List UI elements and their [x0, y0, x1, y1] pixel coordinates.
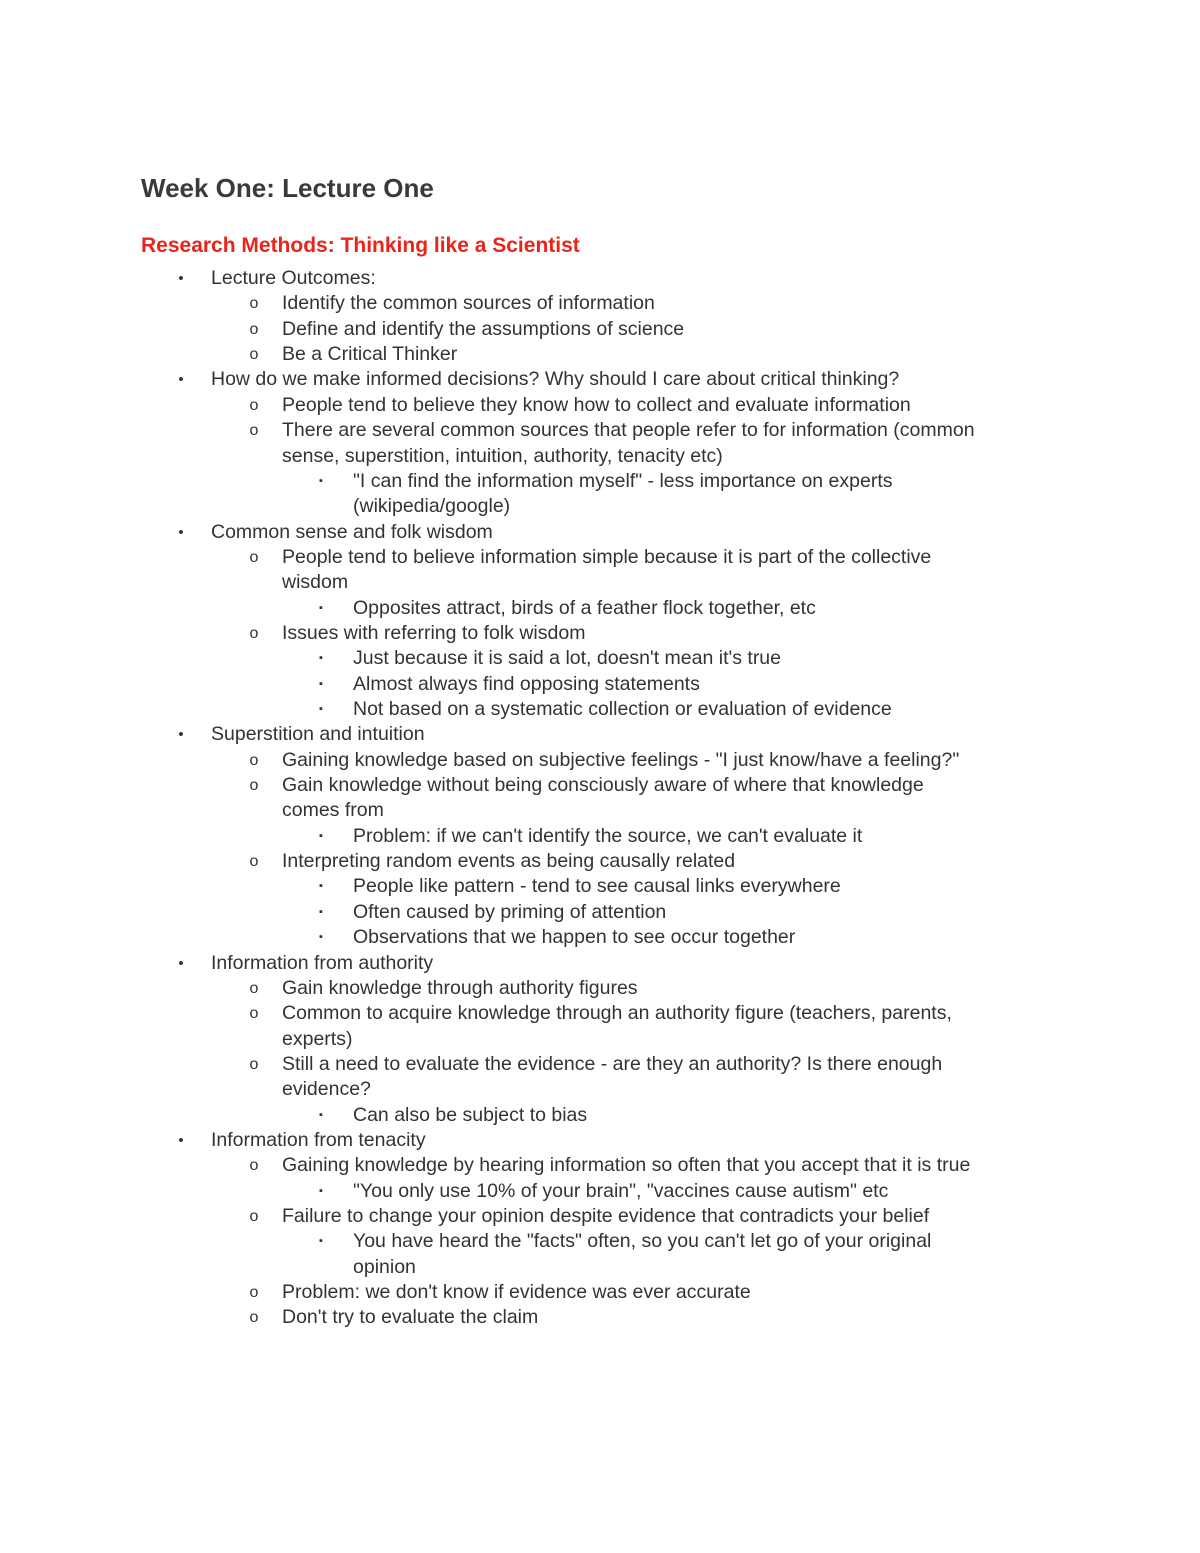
list-item-text: Gain knowledge through authority figures — [282, 976, 638, 999]
bullet-circle-icon: o — [249, 751, 259, 769]
bullet-circle-icon: o — [249, 1005, 259, 1023]
list-item-text: Gain knowledge without being consciously aware of where that knowledge — [282, 774, 924, 796]
list-item-text: wisdom — [282, 571, 349, 594]
list-item-text: evidence? — [282, 1078, 371, 1101]
list-item-text: Common sense and folk wisdom — [211, 520, 493, 543]
list-item-text: (wikipedia/google) — [353, 495, 511, 518]
bullet-square-icon: ▪ — [319, 931, 323, 944]
list-item-text: sense, superstition, intuition, authority, tenacity etc) — [282, 444, 723, 467]
list-item-text: People tend to believe information simple because it is part of the collective — [282, 545, 932, 568]
bullet-circle-icon: o — [249, 624, 259, 642]
list-item-text: Observations that we happen to see occur together — [353, 926, 796, 949]
bullet-circle-icon: o — [249, 777, 259, 794]
list-item-text: Common to acquire knowledge through an authority figure (teachers, parents, — [282, 1002, 952, 1025]
bullet-square-icon: ▪ — [319, 601, 323, 614]
list-item-text: Interpreting random events as being causally related — [282, 850, 736, 873]
bullet-circle-icon: o — [249, 346, 259, 364]
list-item-text: Information from tenacity — [211, 1128, 426, 1151]
bullet-circle-icon: o — [249, 1309, 259, 1327]
section-heading: Research Methods: Thinking like a Scientist — [141, 234, 580, 257]
list-item-text: Opposites attract, birds of a feather flock together, etc — [353, 596, 816, 619]
bullet-disc-icon: • — [178, 371, 184, 389]
bullet-circle-icon: o — [249, 1284, 259, 1301]
bullet-circle-icon: o — [249, 1055, 259, 1073]
bullet-circle-icon: o — [249, 853, 259, 871]
list-item-text: Don't try to evaluate the claim — [282, 1306, 539, 1329]
list-item-text: Not based on a systematic collection or evaluation of evidence — [353, 698, 892, 720]
list-item-text: Problem: we don't know if evidence was ever accurate — [282, 1281, 751, 1303]
list-item-text: Gaining knowledge based on subjective feelings - "I just know/have a feeling?" — [282, 748, 960, 771]
bullet-square-icon: ▪ — [319, 1184, 323, 1197]
list-item-text: Information from authority — [211, 951, 434, 974]
list-item-text: You have heard the "facts" often, so you can't let go of your original — [353, 1230, 932, 1253]
list-item-text: "You only use 10% of your brain", "vaccines cause autism" etc — [353, 1179, 889, 1202]
bullet-circle-icon: o — [249, 548, 259, 566]
list-item-text: Can also be subject to bias — [353, 1103, 588, 1126]
bullet-square-icon: ▪ — [319, 1108, 323, 1121]
list-item-text: There are several common sources that people refer to for information (common — [282, 419, 975, 442]
list-item-text: experts) — [282, 1027, 353, 1050]
bullet-disc-icon: • — [178, 954, 184, 972]
list-item-text: Almost always find opposing statements — [353, 672, 700, 695]
list-item-text: People tend to believe they know how to collect and evaluate information — [282, 393, 911, 416]
list-item-text: Superstition and intuition — [211, 723, 425, 746]
list-item-text: Gaining knowledge by hearing information so often that you accept that it is true — [282, 1154, 971, 1177]
list-item-text: Just because it is said a lot, doesn't mean it's true — [353, 647, 782, 670]
bullet-circle-icon: o — [249, 295, 259, 313]
bullet-disc-icon: • — [178, 523, 184, 541]
bullet-square-icon: ▪ — [319, 703, 323, 715]
bullet-disc-icon: • — [178, 270, 184, 287]
bullet-square-icon: ▪ — [319, 677, 323, 690]
list-item-text: Often caused by priming of attention — [353, 900, 667, 923]
list-item-text: "I can find the information myself" - less importance on experts — [353, 469, 893, 492]
list-item-text: Identify the common sources of information — [282, 292, 655, 315]
bullet-circle-icon: o — [249, 1157, 259, 1175]
list-item-text: Failure to change your opinion despite evidence that contradicts your belief — [282, 1205, 930, 1227]
bullet-disc-icon: • — [178, 726, 184, 744]
bullet-square-icon: ▪ — [319, 1235, 323, 1248]
bullet-square-icon: ▪ — [319, 905, 323, 918]
bullet-square-icon: ▪ — [319, 652, 323, 665]
bullet-circle-icon: o — [249, 422, 259, 440]
list-item-text: comes from — [282, 799, 384, 822]
bullet-square-icon: ▪ — [319, 880, 323, 893]
list-item-text: How do we make informed decisions? Why should I care about critical thinking? — [211, 368, 900, 391]
page-title: Week One: Lecture One — [141, 173, 434, 203]
bullet-circle-icon: o — [249, 396, 259, 414]
list-item-text: Lecture Outcomes: — [211, 267, 376, 289]
list-item-text: Problem: if we can't identify the source, we can't evaluate it — [353, 824, 863, 847]
list-item-text: Define and identify the assumptions of science — [282, 317, 685, 340]
bullet-square-icon: ▪ — [319, 474, 323, 487]
bullet-square-icon: ▪ — [319, 829, 323, 842]
list-item-text: Still a need to evaluate the evidence - are they an authority? Is there enough — [282, 1052, 943, 1075]
bullet-circle-icon: o — [249, 1208, 259, 1225]
list-item-text: Issues with referring to folk wisdom — [282, 621, 586, 644]
list-item-text: Be a Critical Thinker — [282, 343, 458, 366]
bullet-disc-icon: • — [178, 1131, 184, 1149]
list-item-text: People like pattern - tend to see causal links everywhere — [353, 875, 841, 898]
list-item-text: opinion — [353, 1255, 416, 1278]
bullet-circle-icon: o — [249, 320, 259, 338]
bullet-circle-icon: o — [249, 979, 259, 997]
